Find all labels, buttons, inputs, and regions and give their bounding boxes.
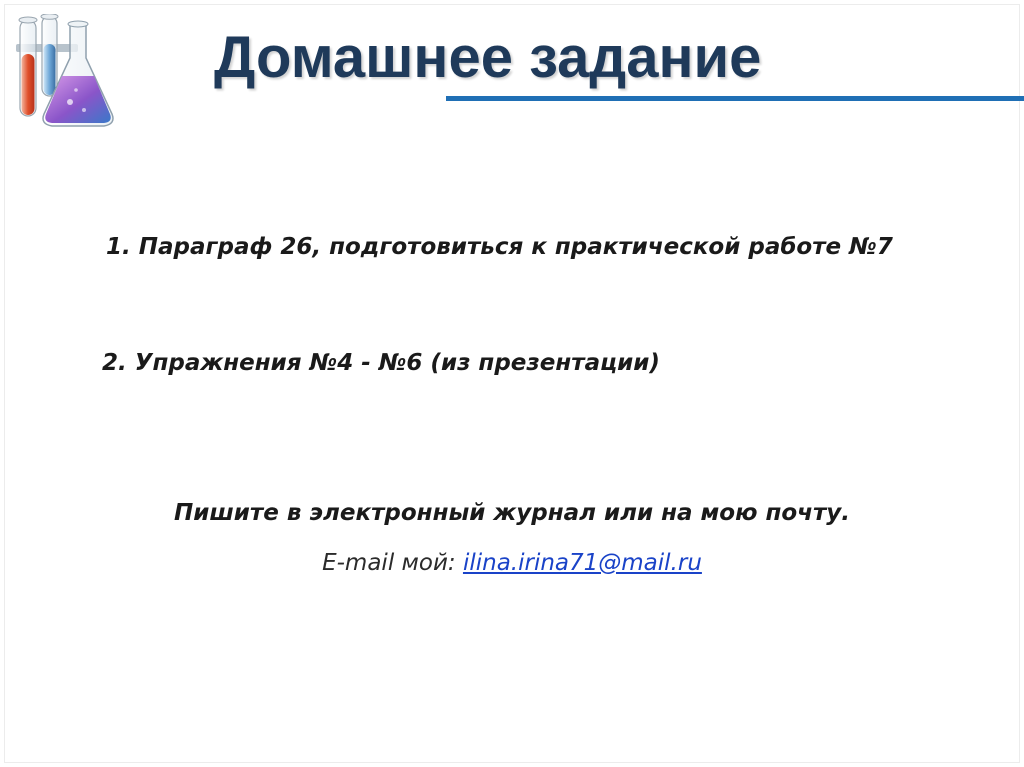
homework-item-2: 2. Упражнения №4 - №6 (из презентации) [102,350,660,376]
email-line [0,542,1024,585]
submission-note: Пишите в электронный журнал или на мою почту. [173,500,851,526]
title-underline [446,96,1024,101]
email-link[interactable]: ilina.irina71@mail.ru [462,550,702,576]
email-label: E-mail мой: [322,550,463,576]
slide-title: Домашнее задание [214,25,762,90]
homework-item-1: 1. Параграф 26, подготовиться к практической работе №7 [106,234,893,260]
test-tubes-and-flask-icon [12,14,122,130]
